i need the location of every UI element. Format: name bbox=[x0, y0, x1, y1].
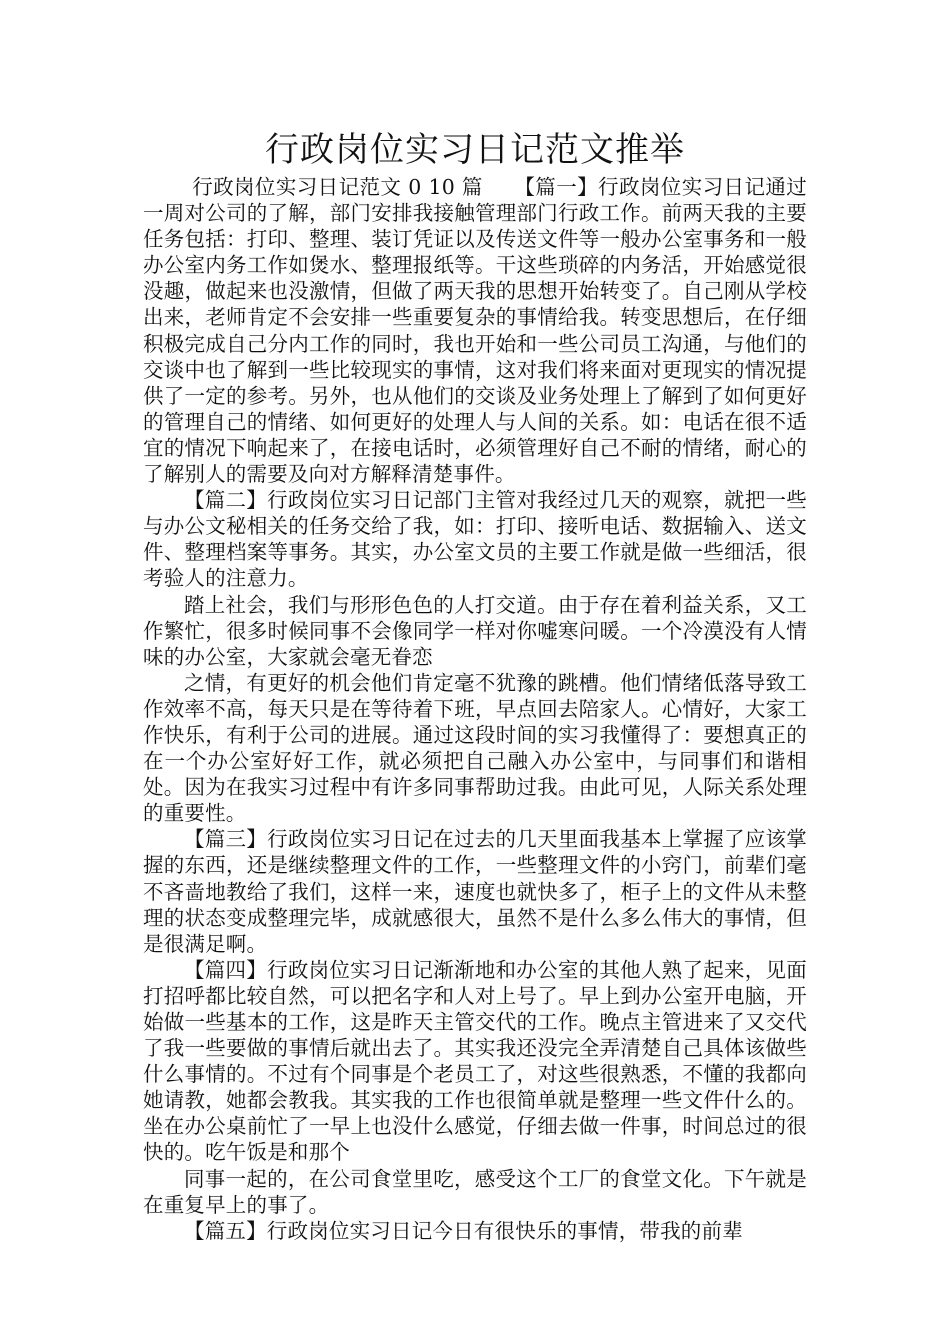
paragraph-3: 踏上社会，我们与形形色色的人打交道。由于存在着利益关系，又工作繁忙，很多时候同事不会像同学一样对你嘘寒问暖。一个冷漠没有人情味的办公室，大家就会毫无眷恋 bbox=[143, 592, 807, 669]
paragraph-1: 行政岗位实习日记范文 0 10 篇 【篇一】行政岗位实习日记通过一周对公司的了解，部门安排我接触管理部门行政工作。前两天我的主要任务包括：打印、整理、装订凭证以及传送文件等一般办公室事务和一般办公室内务工作如煲水、整理报纸等。干这些琐碎的内务活，开始感觉很没趣，做起来也没激情，但做了两天我的思想开始转变了。自己刚从学校出来，老师肯定不会安排一些重要复杂的事情给我。转变思想后，在仔细积极完成自己分内工作的同时，我也开始和一些公司员工沟通，与他们的交谈中也了解到一些比较现实的事情，这对我们将来面对更现实的情况提供了一定的参考。另外，也从他们的交谈及业务处理上了解到了如何更好的管理自己的情绪、如何更好的处理人与人间的关系。如：电话在很不适宜的情况下响起来了，在接电话时，必须管理好自己不耐的情绪，耐心的了解别人的需要及向对方解释清楚事件。 bbox=[143, 175, 807, 487]
paragraph-5: 【篇三】行政岗位实习日记在过去的几天里面我基本上掌握了应该掌握的东西，还是继续整理文件的工作，一些整理文件的小窍门，前辈们毫不吝啬地教给了我们，这样一来，速度也就快多了，柜子上的文件从未整理的状态变成整理完毕，成就感很大，虽然不是什么多么伟大的事情，但是很满足啊。 bbox=[143, 827, 807, 956]
paragraph-4: 之情，有更好的机会他们肯定毫不犹豫的跳槽。他们情绪低落导致工作效率不高，每天只是在等待着下班，早点回去陪家人。心情好，大家工作快乐，有利于公司的进展。通过这段时间的实习我懂得了：要想真正的在一个办公室好好工作，就必须把自己融入办公室中，与同事们和谐相处。因为在我实习过程中有许多同事帮助过我。由此可见，人际关系处理的重要性。 bbox=[143, 670, 807, 826]
document-title: 行政岗位实习日记范文推举 bbox=[265, 130, 685, 170]
document-body bbox=[143, 174, 807, 1244]
paragraph-2: 【篇二】行政岗位实习日记部门主管对我经过几天的观察，就把一些与办公文秘相关的任务交给了我，如：打印、接听电话、数据输入、送文件、整理档案等事务。其实，办公室文员的主要工作就是做一些细活，很考验人的注意力。 bbox=[143, 488, 807, 591]
paragraph-6: 【篇四】行政岗位实习日记渐渐地和办公室的其他人熟了起来，见面打招呼都比较自然，可以把名字和人对上号了。早上到办公室开电脑，开始做一些基本的工作，这是昨天主管交代的工作。晚点主管进来了又交代了我一些要做的事情后就出去了。其实我还没完全弄清楚自己具体该做些什么事情的。不过有个同事是个老员工了，对这些很熟悉，不懂的我都向她请教，她都会教我。其实我的工作也很简单就是整理一些文件什么的。坐在办公桌前忙了一早上也没什么感觉，仔细去做一件事，时间总过的很快的。吃午饭是和那个 bbox=[143, 957, 807, 1165]
paragraph-7: 同事一起的，在公司食堂里吃，感受这个工厂的食堂文化。下午就是在重复早上的事了。 bbox=[143, 1166, 807, 1217]
paragraph-8: 【篇五】行政岗位实习日记今日有很快乐的事情，带我的前辈 bbox=[184, 1218, 743, 1243]
